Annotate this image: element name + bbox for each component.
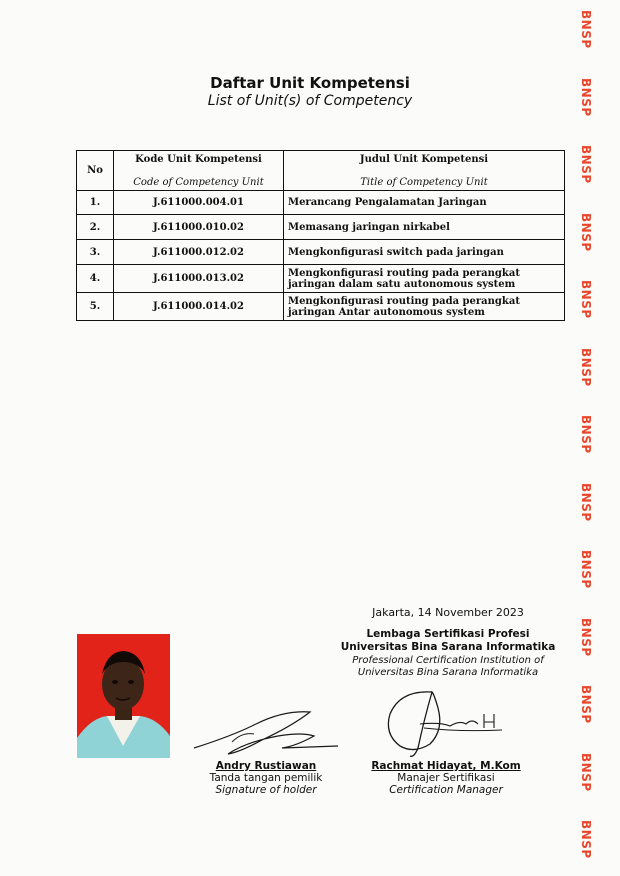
institution-id-line2: Universitas Bina Sarana Informatika [340, 641, 556, 653]
manager-name: Rachmat Hidayat, M.Kom [371, 760, 521, 772]
header-no: No [77, 151, 114, 191]
bnsp-watermark-text: BNSP [579, 347, 593, 387]
row-title: Mengkonfigurasi switch pada jaringan [284, 240, 565, 265]
row-title: Merancang Pengalamatan Jaringan [284, 191, 565, 215]
header-title [284, 151, 565, 191]
table-row [77, 191, 565, 215]
header-code-id: Kode Unit Kompetensi [135, 154, 262, 165]
row-no: 4. [77, 265, 114, 293]
institution-id-line1: Lembaga Sertifikasi Profesi [366, 628, 530, 640]
table-row [77, 215, 565, 240]
manager-caption [356, 760, 536, 796]
row-no: 1. [77, 191, 114, 215]
holder-role-id: Tanda tangan pemilik [209, 772, 323, 784]
institution-en-line2: Universitas Bina Sarana Informatika [357, 667, 539, 678]
institution-indonesian [336, 628, 560, 654]
bnsp-watermark-text: BNSP [579, 550, 593, 589]
bnsp-watermark-text: BNSP [579, 280, 593, 319]
person-portrait-icon [77, 634, 170, 758]
manager-signature [380, 686, 510, 760]
table-row [77, 240, 565, 265]
row-title: Mengkonfigurasi routing pada perangkat jaringan dalam satu autonomous system [284, 265, 565, 293]
table-row [77, 293, 565, 321]
holder-name: Andry Rustiawan [215, 760, 317, 772]
place-date: Jakarta, 14 November 2023 [372, 606, 524, 619]
header-title-en: Title of Competency Unit [360, 177, 488, 188]
row-code: J.611000.012.02 [114, 240, 284, 265]
title-english: List of Unit(s) of Competency [207, 93, 413, 109]
holder-signature [192, 706, 342, 762]
bnsp-watermark-text: BNSP [579, 685, 593, 724]
row-title: Memasang jaringan nirkabel [284, 215, 565, 240]
holder-photo [77, 634, 170, 758]
row-no: 5. [77, 293, 114, 321]
header-code [114, 151, 284, 191]
bnsp-watermark-text: BNSP [579, 482, 593, 522]
manager-role-en: Certification Manager [389, 784, 503, 796]
holder-caption [196, 760, 336, 796]
competency-units-table [76, 150, 565, 321]
bnsp-watermark-text: BNSP [579, 820, 593, 859]
table-header-row [77, 151, 565, 191]
institution-en-line1: Professional Certification Institution of [352, 655, 544, 666]
header-title-id: Judul Unit Kompetensi [359, 154, 489, 165]
manager-role-id: Manajer Sertifikasi [397, 772, 495, 784]
bnsp-watermark-text: BNSP [579, 10, 593, 49]
title-indonesian: Daftar Unit Kompetensi [210, 74, 410, 92]
row-code: J.611000.013.02 [114, 265, 284, 293]
row-code: J.611000.010.02 [114, 215, 284, 240]
holder-role-en: Signature of holder [215, 784, 317, 796]
row-code: J.611000.014.02 [114, 293, 284, 321]
table-row [77, 265, 565, 293]
row-no: 3. [77, 240, 114, 265]
bnsp-watermark-text: BNSP [579, 77, 593, 117]
header-code-en: Code of Competency Unit [133, 177, 264, 188]
row-no: 2. [77, 215, 114, 240]
bnsp-watermark-text: BNSP [579, 415, 593, 454]
bnsp-watermark-text: BNSP [579, 212, 593, 252]
institution-english [336, 655, 560, 679]
bnsp-watermark-text: BNSP [579, 145, 593, 184]
bnsp-watermark-text: BNSP [579, 617, 593, 657]
bnsp-watermark-text: BNSP [579, 752, 593, 792]
row-title: Mengkonfigurasi routing pada perangkat jaringan Antar autonomous system [284, 293, 565, 321]
row-code: J.611000.004.01 [114, 191, 284, 215]
document-title [0, 74, 620, 109]
